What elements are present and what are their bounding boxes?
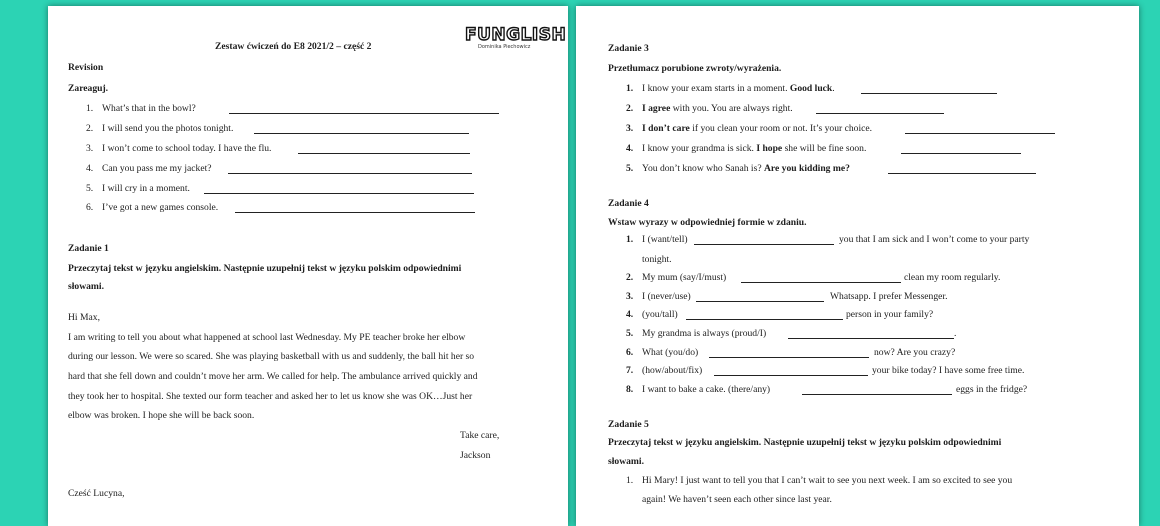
list-item: 3. I won’t come to school today. I have the flu. [86,143,272,154]
list-item: 1. I (want/tell) [626,234,688,245]
polish-greeting: Cześć Lucyna, [68,488,125,499]
list-item: 8. I want to bake a cake. (there/any) [626,384,771,395]
list-item: 2. I agree with you. You are always right. [626,103,793,114]
list-item: 5. You don’t know who Sanah is? Are you kidding me? [626,163,850,174]
zadanie3-instruction: Przetłumacz porubione zwroty/wyrażenia. [608,63,782,74]
worksheet-page-left [48,6,568,526]
list-item: 4. Can you pass me my jacket? [86,163,212,174]
answer-blank[interactable] [816,104,944,114]
zadanie5-heading: Zadanie 5 [608,419,649,430]
letter-signature: Jackson [460,450,491,461]
answer-blank[interactable] [235,203,475,213]
sentence-rest: Whatsapp. I prefer Messenger. [830,291,948,302]
funglish-logo: FUNGLISH [465,25,567,45]
list-item: 2. I will send you the photos tonight. [86,123,234,134]
zadanie5-instruction-line1: Przeczytaj tekst w języku angielskim. Następnie uzupełnij tekst w języku polskim odpowiednimi [608,437,1002,448]
letter-line: hard that she fell down and couldn’t move her arm. We called for help. The ambulance arrived quickly and [68,371,478,382]
letter-line: during our lesson. We were so scared. She was playing basketball with us and suddenly, the ball hit her so [68,351,475,362]
answer-blank[interactable] [694,235,834,245]
sentence-rest: eggs in the fridge? [956,384,1028,395]
list-item: 1. Hi Mary! I just want to tell you that I can’t wait to see you next week. I am so excited to see you [626,475,1013,486]
sentence-continuation: again! We haven’t seen each other since last year. [642,494,832,505]
worksheet-title: Zestaw ćwiczeń do E8 2021/2 – część 2 [215,41,372,52]
answer-blank[interactable] [788,328,957,339]
list-item: 1. I know your exam starts in a moment. Good luck. [626,83,835,94]
list-item: 1. What’s that in the bowl? [86,103,196,114]
sentence-rest: person in your family? [846,309,934,320]
letter-line: they took her to hospital. She texted our form teacher and asked her to let us know she was OK…Just her [68,391,473,402]
zadanie4-heading: Zadanie 4 [608,198,649,209]
list-item: 4. (you/tall) [626,309,678,320]
zadanie4-instruction: Wstaw wyrazy w odpowiedniej formie w zdaniu. [608,217,807,228]
logo-subtitle: Dominika Piechowicz [478,44,531,50]
letter-greeting: Hi Max, [68,312,100,323]
letter-signoff: Take care, [460,430,500,441]
zareaguj-instruction: Zareaguj. [68,83,109,94]
sentence-rest: now? Are you crazy? [874,347,956,358]
answer-blank[interactable] [861,84,997,94]
zadanie1-instruction-line1: Przeczytaj tekst w języku angielskim. Następnie uzupełnij tekst w języku polskim odpowiednimi [68,263,462,274]
zadanie3-heading: Zadanie 3 [608,43,649,54]
list-item: 4. I know your grandma is sick. I hope she will be fine soon. [626,143,867,154]
zadanie5-instruction-line2: słowami. [608,456,644,467]
answer-blank[interactable] [204,184,474,194]
answer-blank[interactable] [228,164,472,174]
sentence-continuation: tonight. [642,254,672,265]
list-item: 6. What (you/do) [626,347,699,358]
answer-blank[interactable] [254,124,469,134]
letter-line: elbow was broken. I hope she will be back soon. [68,410,255,421]
sentence-rest: you that I am sick and I won’t come to your party [839,234,1030,245]
list-item: 6. I’ve got a new games console. [86,202,219,213]
zadanie1-heading: Zadanie 1 [68,243,109,254]
list-item: 5. My grandma is always (proud/I) [626,328,767,339]
letter-line: I am writing to tell you about what happened at school last Wednesday. My PE teacher broke her elbow [68,332,466,343]
revision-heading: Revision [68,62,104,73]
answer-blank[interactable] [686,310,843,320]
answer-blank[interactable] [696,292,824,302]
answer-blank[interactable] [229,104,499,114]
sentence-rest: . [954,328,957,339]
answer-blank[interactable] [888,164,1036,174]
answer-blank[interactable] [905,124,1055,134]
zadanie1-instruction-line2: słowami. [68,281,104,292]
list-item: 2. My mum (say/I/must) [626,272,727,283]
list-item: 7. (how/about/fix) [626,365,703,376]
answer-blank[interactable] [709,348,869,358]
answer-blank[interactable] [901,144,1021,154]
answer-blank[interactable] [714,366,868,376]
answer-blank[interactable] [802,385,952,395]
list-item: 3. I (never/use) [626,291,691,302]
sentence-rest: clean my room regularly. [904,272,1001,283]
sentence-rest: your bike today? I have some free time. [872,365,1025,376]
answer-blank[interactable] [741,273,901,283]
list-item: 5. I will cry in a moment. [86,183,190,194]
list-item: 3. I don’t care if you clean your room or not. It’s your choice. [626,123,873,134]
answer-blank[interactable] [298,144,470,154]
worksheet-page-right [576,6,1139,526]
